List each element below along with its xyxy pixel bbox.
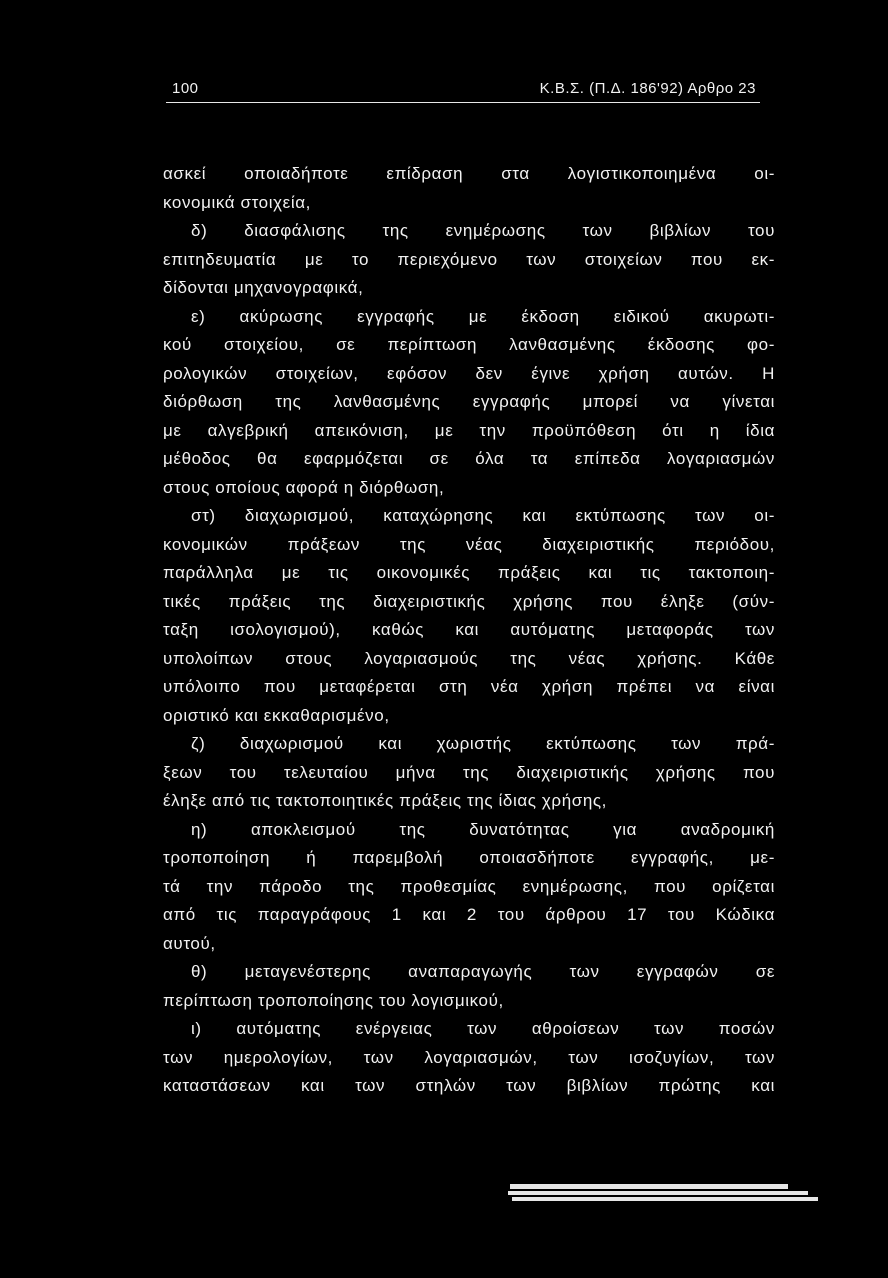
text-line: με αλγεβρική απεικόνιση, με την προϋπόθεση ότι η ίδια (163, 420, 775, 440)
text-line: ε) ακύρωσης εγγραφής με έκδοση ειδικού ακυρωτι- (191, 306, 775, 326)
text-line: υπολοίπων στους λογαριασμούς της νέας χρήσης. Κάθε (163, 648, 775, 668)
text-line: τροποποίηση ή παρεμβολή οποιασδήποτε εγγραφής, με- (163, 848, 775, 867)
text-line: δίδονται μηχανογραφικά, (163, 278, 364, 297)
text-line: οριστικό και εκκαθαρισμένο, (163, 705, 390, 725)
text-line: από τις παραγράφους 1 και 2 του άρθρου 17 του Κώδικα (163, 905, 775, 924)
page-number: 100 (172, 80, 199, 97)
header-rule (166, 102, 760, 103)
text-line: αυτού, (163, 933, 216, 953)
text-line: κού στοιχείου, σε περίπτωση λανθασμένης έκδοσης φο- (163, 335, 775, 354)
stamp-bar (512, 1197, 818, 1201)
text-line: διόρθωση της λανθασμένης εγγραφής μπορεί να γίνεται (163, 392, 775, 411)
page-header (166, 80, 760, 102)
text-line: κονομικών πράξεων της νέας διαχειριστικής περιόδου, (163, 534, 775, 554)
running-head: Κ.Β.Σ. (Π.Δ. 186'92) Αρθρο 23 (539, 80, 756, 97)
text-line: των ημερολογίων, των λογαριασμών, των ισοζυγίων, των (163, 1047, 775, 1067)
text-line: ξεων του τελευταίου μήνα της διαχειριστικής χρήσης που (163, 762, 775, 782)
text-line: ασκεί οποιαδήποτε επίδραση στα λογιστικοποιημένα οι- (163, 164, 775, 183)
text-line: ρολογικών στοιχείων, εφόσον δεν έγινε χρήση αυτών. Η (163, 363, 775, 383)
text-line: έληξε από τις τακτοποιητικές πράξεις της ίδιας χρήσης, (163, 791, 608, 810)
text-line: ταξη ισολογισμού), καθώς και αυτόματης μεταφοράς των (163, 620, 775, 639)
text-line: ι) αυτόματης ενέργειας των αθροίσεων των ποσών (191, 1019, 775, 1038)
text-line: καταστάσεων και των στηλών των βιβλίων πρώτης και (163, 1076, 775, 1095)
text-line: υπόλοιπο που μεταφέρεται στη νέα χρήση πρέπει να είναι (163, 677, 775, 696)
text-line: μέθοδος θα εφαρμόζεται σε όλα τα επίπεδα λογαριασμών (163, 449, 775, 468)
text-line: δ) διασφάλισης της ενημέρωσης των βιβλίων του (191, 221, 775, 240)
text-line: παράλληλα με τις οικονομικές πράξεις και τις τακτοποιη- (163, 563, 775, 582)
text-line: κονομικά στοιχεία, (163, 192, 311, 212)
text-line: θ) μεταγενέστερης αναπαραγωγής των εγγραφών σε (191, 962, 775, 981)
stamp-bar (508, 1191, 808, 1195)
text-line: τικές πράξεις της διαχειριστικής χρήσης που έληξε (σύν- (163, 591, 775, 611)
text-line: επιτηδευματία με το περιεχόμενο των στοιχείων που εκ- (163, 249, 775, 269)
scan-stamp-mark (508, 1182, 818, 1204)
stamp-bar (510, 1184, 788, 1189)
text-line: στ) διαχωρισμού, καταχώρησης και εκτύπωσης των οι- (191, 506, 775, 525)
text-line: η) αποκλεισμού της δυνατότητας για αναδρομική (191, 819, 775, 839)
text-line: στους οποίους αφορά η διόρθωση, (163, 477, 445, 497)
text-line: ζ) διαχωρισμού και χωριστής εκτύπωσης των πρά- (191, 734, 775, 753)
body-text (163, 160, 775, 1101)
text-line: τά την πάροδο της προθεσμίας ενημέρωσης, που ορίζεται (163, 876, 775, 896)
text-line: περίπτωση τροποποίησης του λογισμικού, (163, 990, 504, 1010)
